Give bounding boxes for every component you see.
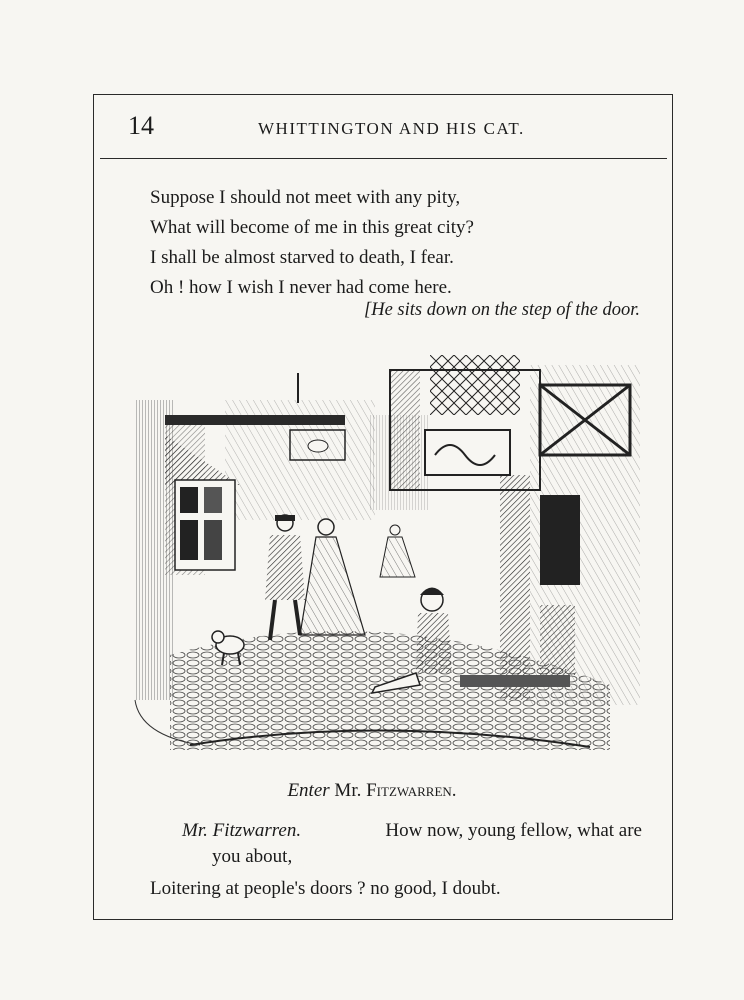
speech-line: you about, <box>212 846 293 867</box>
enter-stage-direction <box>0 780 744 802</box>
speech-text: How now, young fellow, what are <box>385 820 642 841</box>
speech-line <box>150 818 642 844</box>
speaker-name: Mr. Fitzwarren. <box>182 820 302 841</box>
dialogue-speech <box>150 818 642 902</box>
header-rule <box>100 158 667 159</box>
page-number: 14 <box>128 111 154 140</box>
verse-line: I shall be almost starved to death, I fear. <box>150 247 454 268</box>
running-head: WHITTINGTON AND HIS CAT. <box>258 119 525 138</box>
verse-line: Oh ! how I wish I never had come here. <box>150 277 452 298</box>
street-scene-illustration <box>130 355 645 750</box>
enter-title: Mr. <box>334 780 362 801</box>
walking-couple <box>265 515 365 640</box>
enter-name: Fitzwarren. <box>366 780 457 801</box>
distant-lady <box>380 525 415 577</box>
verse-block <box>150 183 474 303</box>
speech-line: Loitering at people's doors ? no good, I doubt. <box>150 878 501 899</box>
verse-line: Suppose I should not meet with any pity, <box>150 187 461 208</box>
stage-direction: [He sits down on the step of the door. <box>364 300 640 320</box>
enter-word: Enter <box>287 780 330 801</box>
verse-line: What will become of me in this great city? <box>150 217 474 238</box>
